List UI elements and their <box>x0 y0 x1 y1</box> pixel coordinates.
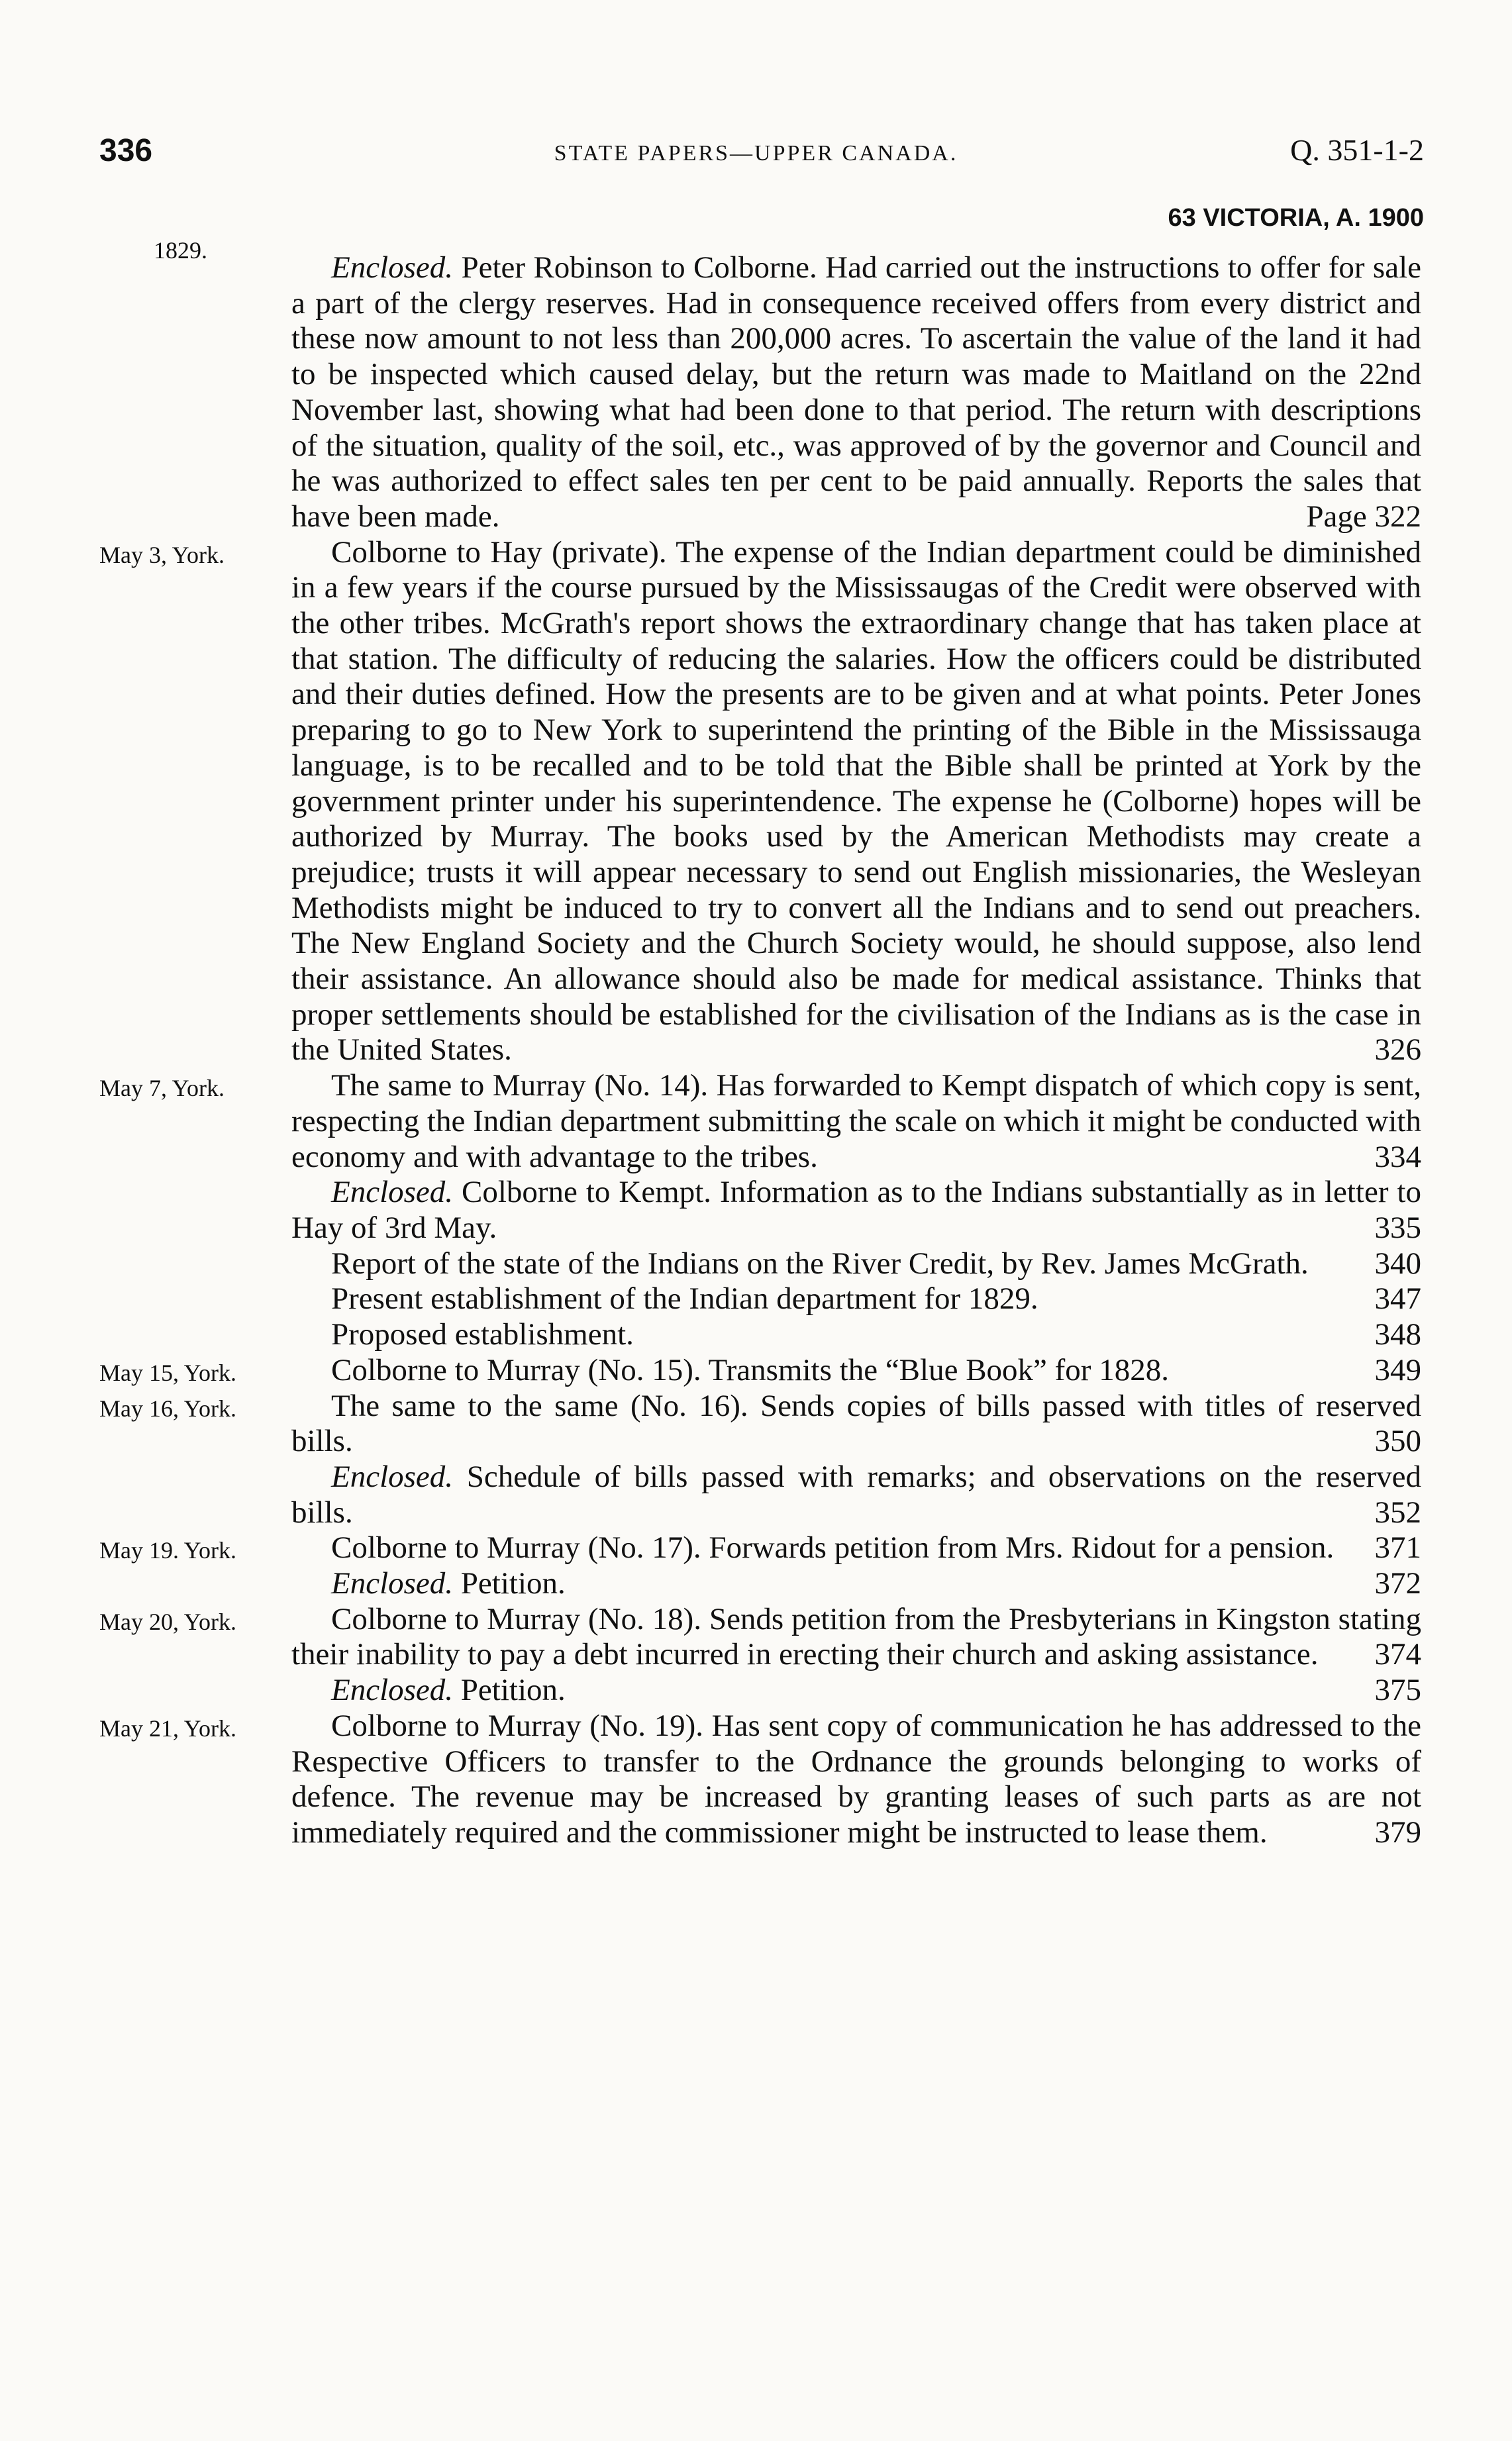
entry-text: Present establishment of the Indian department for 1829. <box>331 1281 1038 1317</box>
page-reference: 347 <box>1374 1281 1421 1317</box>
page-reference: 326 <box>1374 1032 1421 1068</box>
calendar-entry <box>99 1601 1421 1673</box>
entry-paragraph <box>291 535 1421 1069</box>
entry-text: Colborne to Murray (No. 19). Has sent copy of communication he has addressed to the Respective Officers to transfer to the Ordnance the grounds belonging to works of defence. The revenue may be increased by granting leases of such parts as are not immediately required and the commissioner might be instructed to lease them. <box>291 1708 1421 1850</box>
margin-date: May 16, York. <box>99 1395 237 1422</box>
calendar-entry <box>99 1708 1421 1851</box>
running-title: STATE PAPERS—UPPER CANADA. <box>554 141 958 166</box>
calendar-entry <box>291 250 1421 535</box>
entry-text: The same to the same (No. 16). Sends copies of bills passed with titles of reserved bills. <box>291 1388 1421 1459</box>
entry-paragraph <box>291 1281 1421 1317</box>
entry-paragraph <box>291 1602 1421 1673</box>
calendar-entry <box>291 1281 1421 1317</box>
entry-paragraph <box>291 1175 1421 1246</box>
enclosed-label: Enclosed. <box>331 1459 454 1494</box>
entry-text: Colborne to Murray (No. 18). Sends petition from the Presbyterians in Kingston stating their inability to pay a debt incurred in erecting their church and asking assistance. <box>291 1601 1421 1672</box>
page-reference: 352 <box>1374 1495 1421 1530</box>
entry-paragraph <box>291 1673 1421 1709</box>
page-reference: 340 <box>1374 1246 1421 1281</box>
page-reference: 374 <box>1374 1637 1421 1672</box>
page-reference: 372 <box>1374 1566 1421 1601</box>
entry-text: Petition. <box>453 1673 566 1708</box>
calendar-entry <box>291 1673 1421 1709</box>
entry-text: Colborne to Hay (private). The expense of the Indian department could be diminished in a few years if the course pursued by the Mississaugas of the Credit were observed with the other tribes. McGrath's report shows the extraordinary change that has taken place at that station. The difficulty of reducing the salaries. How the officers could be distributed and their duties defined. How the presents are to be given and at what points. Peter Jones preparing to go to New York to superintend the printing of the Bible in the Mississauga language, is to be recalled and to be told that the Bible shall be printed at York by the government printer under his superintendence. The expense he (Colborne) hopes will be authorized by Murray. The books used by the American Methodists may create a prejudice; trusts it will appear necessary to send out English missionaries, the Wesleyan Methodists might be induced to try to convert all the Indians and to send out preachers. The New England Society and the Church Society would, he should suppose, also lend their assistance. An allowance should also be made for medical assistance. Thinks that proper settlements should be established for the civilisation of the Indians as is the case in the United States. <box>291 534 1421 1068</box>
calendar-entry <box>99 534 1421 1069</box>
page-reference: Page 322 <box>1306 499 1421 534</box>
entry-paragraph <box>291 1353 1421 1389</box>
margin-date: May 19. York. <box>99 1537 237 1564</box>
entry-text: Proposed establishment. <box>331 1317 634 1352</box>
calendar-entry <box>291 1246 1421 1282</box>
page-reference: 335 <box>1374 1210 1421 1245</box>
page-reference: 350 <box>1374 1424 1421 1459</box>
calendar-entry <box>291 1566 1421 1602</box>
calendar-entry <box>291 1175 1421 1246</box>
enclosed-label: Enclosed. <box>331 250 454 285</box>
entry-text: Colborne to Murray (No. 15). Transmits the “Blue Book” for 1828. <box>331 1352 1169 1387</box>
page-reference: 334 <box>1374 1139 1421 1174</box>
calendar-entries <box>99 250 1421 1851</box>
entry-paragraph <box>291 1460 1421 1530</box>
entry-paragraph <box>291 1246 1421 1282</box>
entry-text: The same to Murray (No. 14). Has forwarded to Kempt dispatch of which copy is sent, respecting the Indian department submitting the scale on which it might be conducted with economy and with advantage to the tribes. <box>291 1068 1421 1174</box>
page-reference: 379 <box>1374 1815 1421 1850</box>
margin-date: May 15, York. <box>99 1359 237 1386</box>
entry-text: Colborne to Kempt. Information as to the Indians substantially as in letter to Hay of 3rd May. <box>291 1175 1421 1245</box>
entry-text: Colborne to Murray (No. 17). Forwards petition from Mrs. Ridout for a pension. <box>331 1530 1335 1566</box>
calendar-entry <box>291 1460 1421 1530</box>
page-reference: 371 <box>1374 1530 1421 1566</box>
page-reference: 375 <box>1374 1673 1421 1708</box>
entry-text: Petition. <box>453 1566 566 1601</box>
calendar-entry <box>291 1317 1421 1353</box>
entry-paragraph <box>291 1317 1421 1353</box>
enclosed-label: Enclosed. <box>331 1673 454 1708</box>
calendar-entry <box>99 1530 1421 1566</box>
entry-paragraph <box>291 1068 1421 1175</box>
entry-text: Report of the state of the Indians on the River Credit, by Rev. James McGrath. <box>331 1246 1309 1281</box>
entry-text: Schedule of bills passed with remarks; and observations on the reserved bills. <box>291 1459 1421 1530</box>
entry-paragraph <box>291 1566 1421 1602</box>
page-number: 336 <box>99 133 153 168</box>
margin-year: 1829. <box>154 237 207 264</box>
margin-date: May 7, York. <box>99 1075 225 1102</box>
entry-paragraph <box>291 1389 1421 1460</box>
entry-paragraph <box>291 250 1421 535</box>
reference-code: Q. 351-1-2 <box>1290 133 1424 167</box>
entry-paragraph <box>291 1709 1421 1851</box>
margin-date: May 20, York. <box>99 1608 237 1635</box>
page-reference: 349 <box>1374 1352 1421 1387</box>
session-label: 63 VICTORIA, A. 1900 <box>1168 204 1424 232</box>
entry-paragraph <box>291 1530 1421 1566</box>
calendar-entry <box>99 1388 1421 1460</box>
enclosed-label: Enclosed. <box>331 1175 454 1210</box>
enclosed-label: Enclosed. <box>331 1566 454 1601</box>
calendar-entry <box>99 1068 1421 1175</box>
margin-date: May 21, York. <box>99 1715 237 1742</box>
margin-date: May 3, York. <box>99 541 225 568</box>
page-reference: 348 <box>1374 1317 1421 1352</box>
entry-text: Peter Robinson to Colborne. Had carried out the instructions to offer for sale a part of the clergy reserves. Had in consequence received offers from every district and these now amount to not less than 200,000 acres. To ascertain the value of the land it had to be inspected which caused delay, but the return was made to Maitland on the 22nd November last, showing what had been done to that period. The return with descriptions of the situation, quality of the soil, etc., was approved of by the governor and Council and he was authorized to effect sales ten per cent to be paid annually. Reports the sales that have been made. <box>291 250 1421 534</box>
calendar-entry <box>99 1352 1421 1389</box>
